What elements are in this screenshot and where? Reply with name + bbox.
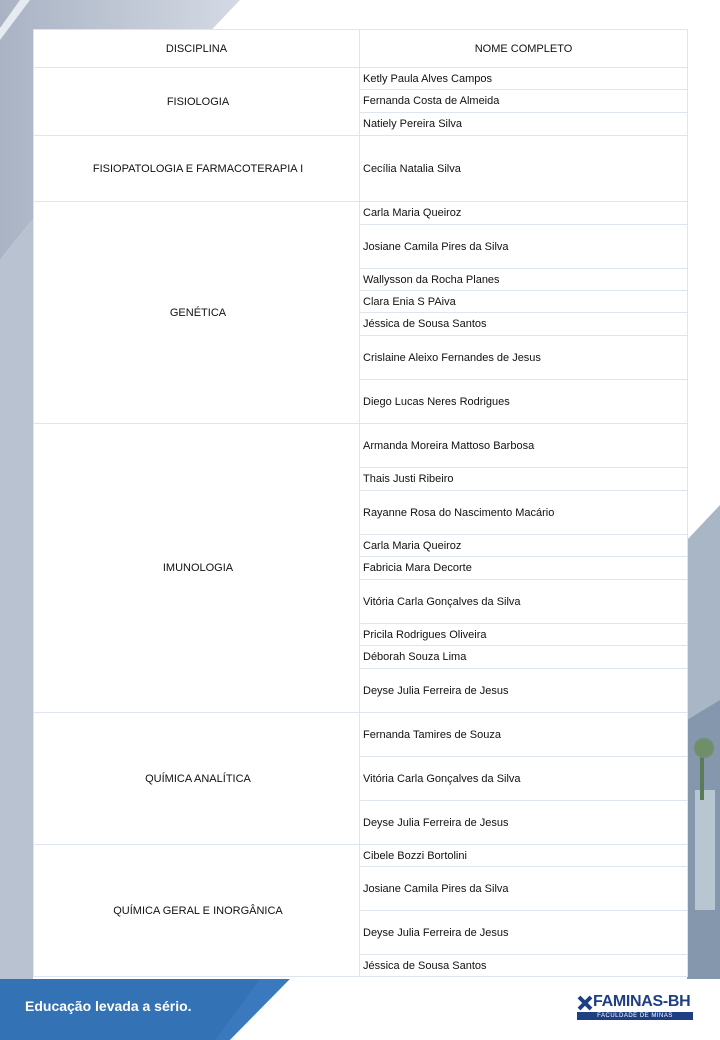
student-name-cell: Ketly Paula Alves Campos (360, 68, 688, 90)
student-name-cell: Vitória Carla Gonçalves da Silva (360, 757, 688, 801)
table-row (34, 713, 688, 757)
student-name-cell: Clara Enia S PAiva (360, 291, 688, 313)
discipline-cell: QUÍMICA ANALÍTICA (34, 713, 360, 845)
student-name-cell: Vitória Carla Gonçalves da Silva (360, 580, 688, 624)
discipline-cell: IMUNOLOGIA (34, 424, 360, 713)
logo-subtitle: FACULDADE DE MINAS (577, 1012, 693, 1020)
discipline-cell: FISIOPATOLOGIA E FARMACOTERAPIA I (34, 136, 360, 202)
student-name-cell: Deyse Julia Ferreira de Jesus (360, 911, 688, 955)
student-name-cell: Jéssica de Sousa Santos (360, 955, 688, 977)
student-name-cell: Rayanne Rosa do Nascimento Macário (360, 491, 688, 535)
student-name-cell: Armanda Moreira Mattoso Barbosa (360, 424, 688, 468)
header-nome-completo: NOME COMPLETO (360, 30, 688, 68)
student-name-cell: Josiane Camila Pires da Silva (360, 867, 688, 911)
student-name-cell: Pricila Rodrigues Oliveira (360, 624, 688, 646)
table-header-row (34, 30, 688, 68)
student-name-cell: Deyse Julia Ferreira de Jesus (360, 669, 688, 713)
student-name-cell: Fabricia Mara Decorte (360, 557, 688, 580)
student-name-cell: Thais Justi Ribeiro (360, 468, 688, 491)
table-row (34, 68, 688, 90)
table-row (34, 845, 688, 867)
discipline-cell: FISIOLOGIA (34, 68, 360, 136)
student-name-cell: Crislaine Aleixo Fernandes de Jesus (360, 336, 688, 380)
faminas-logo (577, 994, 693, 1020)
header-disciplina: DISCIPLINA (34, 30, 360, 68)
student-name-cell: Cecília Natalia Silva (360, 136, 688, 202)
discipline-roster-table (33, 29, 688, 977)
footer-slogan: Educação levada a sério. (25, 998, 192, 1014)
student-name-cell: Carla Maria Queiroz (360, 535, 688, 557)
student-name-cell: Diego Lucas Neres Rodrigues (360, 380, 688, 424)
student-name-cell: Déborah Souza Lima (360, 646, 688, 669)
student-name-cell: Wallysson da Rocha Planes (360, 269, 688, 291)
logo-text: FAMINAS-BH (593, 993, 691, 1010)
student-name-cell: Natiely Pereira Silva (360, 113, 688, 136)
table-row (34, 202, 688, 225)
student-name-cell: Deyse Julia Ferreira de Jesus (360, 801, 688, 845)
student-name-cell: Cibele Bozzi Bortolini (360, 845, 688, 867)
student-name-cell: Fernanda Tamires de Souza (360, 713, 688, 757)
student-name-cell: Carla Maria Queiroz (360, 202, 688, 225)
student-name-cell: Fernanda Costa de Almeida (360, 90, 688, 113)
student-name-cell: Josiane Camila Pires da Silva (360, 225, 688, 269)
discipline-cell: QUÍMICA GERAL E INORGÂNICA (34, 845, 360, 977)
student-name-cell: Jéssica de Sousa Santos (360, 313, 688, 336)
table-row (34, 136, 688, 202)
table-row (34, 424, 688, 468)
logo-cross-icon (577, 995, 593, 1011)
discipline-cell: GENÉTICA (34, 202, 360, 424)
